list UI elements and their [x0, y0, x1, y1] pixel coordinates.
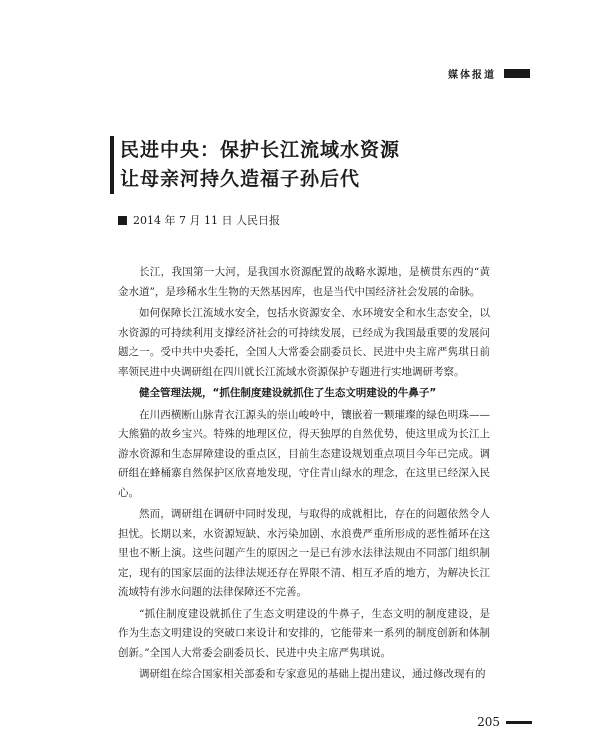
paragraph: “抓住制度建设就抓住了生态文明建设的牛鼻子，生态文明的制度建设，是作为生态文明建设的突破口来设计和安排的，它能带来一系列的制度创新和体制创新。”全国人大常委会副委员长、民进中央主席严隽琪说。 [118, 607, 490, 659]
footer-rule [506, 721, 532, 724]
running-header [448, 66, 530, 81]
header-bar [504, 69, 530, 78]
article-body [118, 263, 490, 687]
dateline-text: 2014 年 7 月 11 日 人民日报 [133, 214, 280, 227]
paragraph: 长江，我国第一大河，是我国水资源配置的战略水源地，是横贯东西的“黄金水道”，是珍稀水生生物的天然基因库，也是当代中国经济社会发展的命脉。 [118, 266, 490, 298]
article-title [110, 136, 400, 194]
section-subheading: 健全管理法规，“抓住制度建设就抓住了生态文明建设的牛鼻子” [139, 387, 437, 399]
page-footer [477, 715, 532, 729]
section-label: 媒体报道 [448, 70, 496, 81]
dateline-square-icon [118, 216, 127, 225]
paragraph: 然而，调研组在调研中同时发现，与取得的成就相比，存在的问题依然令人担忧。长期以来，水资源短缺、水污染加剧、水浪费严重所形成的恶性循环在这里也不断上演。这些问题产生的原因之一是已有涉水法律法规由不同部门组织制定，现有的国家层面的法律法规还存在界限不清、相互矛盾的地方，为解决长江流域特有涉水问题的法律保障还不完善。 [118, 508, 490, 598]
dateline [118, 212, 280, 228]
title-line-2: 让母亲河持久造福子孙后代 [120, 168, 361, 190]
paragraph: 调研组在综合国家相关部委和专家意见的基础上提出建议，通过修改现有的 [139, 668, 486, 680]
paragraph: 如何保障长江流域水安全，包括水资源安全、水环境安全和水生态安全，以水资源的可持续利用支撑经济社会的可持续发展，已经成为我国最重要的发展问题之一。受中共中央委托，全国人大常委会副委员长、民进中央主席严隽琪日前率领民进中央调研组在四川就长江流域水资源保护专题进行实地调研考察。 [118, 307, 490, 378]
title-line-1: 民进中央：保护长江流域水资源 [120, 139, 401, 161]
paragraph: 在川西横断山脉青衣江源头的崇山峻岭中，镶嵌着一颗璀璨的绿色明珠——大熊猫的故乡宝兴。特殊的地理区位，得天独厚的自然优势，使这里成为长江上游水资源和生态屏障建设的重点区，目前生态建设规划重点项目今年已完成。调研组在蜂桶寨自然保护区欣喜地发现，守住青山绿水的理念，在这里已经深入民心。 [118, 408, 490, 499]
page-number: 205 [477, 715, 500, 729]
